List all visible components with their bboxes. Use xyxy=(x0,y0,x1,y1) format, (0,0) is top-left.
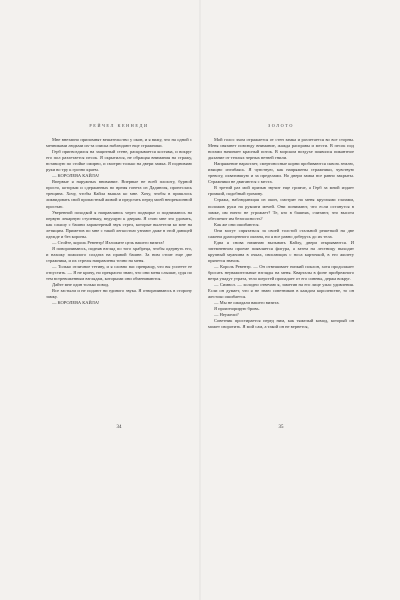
paragraph: Дайте мне один только повод. xyxy=(52,282,110,288)
paragraph: Советник простирается перед ним, как тяжелый комод, который он может своротить. Я мой сам, а такой он не вернется, xyxy=(208,318,354,330)
paragraph: — Стойте, король Ревентр! Изложите цель вашего визита! xyxy=(52,239,164,245)
paragraph: — Неужели? xyxy=(214,312,239,318)
paragraph: Уверенной походкой я направляюсь через подворье и поднимаюсь на первую лекарную ступеньку, ведущую к дверям. Я стою мне это удовить, как слышу с башни характерный звук стрел, которые вылетели ко мне на летящим. Приметов по мне с такой легкостью узнают даже в этой дающей одежде и без короны. xyxy=(46,209,192,239)
paragraph: — Король Ревентр. — Он отвешивает низкий поклон, хотя продолжает бросать неуважительные взгляды на меня. Кварталы в фоне прибрежного ветра упадут утрата, тело шерстей пропадает от его синевы, держа вокруг. xyxy=(208,263,354,282)
paragraph: — Символ. — холодно отвечаю я, заметив на его лице ужас удивления. Если он думает, что я не знаю советников в каждом королевстве, то он жестоко ошибается. xyxy=(208,282,354,300)
paragraph: Стража, наблюдающая из окон, смотрит на меня круглыми глазами, положив руки на рукояти мечей. Они понимают, что если останутся в замке, им ничто не угрожает? Те, кто в башнях, считают, что высота обеспечит им безопасность? xyxy=(208,197,354,221)
paragraph: Мне внезапно припомнят вешательство у окон, и я вижу, что на одной с мечниками людьми их-за списка наблюдают еще стражники. xyxy=(46,137,192,149)
paragraph: Едва я снова начинаю вызывать Кайлу, двери открываются. И затемненном проеме появляется фигура, а затем на лестницу выходит крупный мужчина в очках, свисающих с носа карточкой, в его жилету прячется значок. xyxy=(208,239,354,263)
paragraph: Напряжение нарастает, смертоносные корни пробиваются сквозь землю, изящно изгибаясь. Я чувствую, как напряжены стражники, чувствую тревогу, охватившую и за пределами. Но двери замка все равно закрыты. Стражники не двигаются с места. xyxy=(208,161,354,185)
paragraph: Все застыли и не подают ни единого звука. Я отворачиваюсь в сторону замку. xyxy=(46,288,192,300)
page-number-left: 34 xyxy=(116,425,122,430)
right-page xyxy=(208,122,354,452)
page-number-right: 35 xyxy=(278,425,284,430)
left-page xyxy=(46,122,192,452)
paragraph: Я проигнорирую бровь. xyxy=(214,306,260,312)
paragraph: Герб пригвоздился на защитный стене, раскрывается костяма, и вокруг его пол разлетается песок. Я скрытился, не обращая внимания на стражу, вставшую по стойке смирно, и смотрю только на двери замка. Я поднимаю руки во тру к грозно краем. xyxy=(46,149,192,173)
paragraph: Мой голос эхом отражается от стен замка и разлетается во все сторны. Меня связанет повсюду внимание, жажда расправы и мести. В песок под ногами начинает красный поток. В морском воздухе появился пикантное дыхание от теплых черных ветвей гнили. xyxy=(208,137,354,161)
paragraph: — КОРОЛЕВА КАЙЛА! xyxy=(52,300,100,306)
paragraph: Как же они ошибаются. xyxy=(214,221,260,227)
paragraph: — Только отличное тетиву, и я словно вас превращу, что вы успеете ее отпустить. — Я не кричу, но прекрасно знаю, что они меня слышат, судя по тем встревоженным взглядам, которыми они обмениваются. xyxy=(46,263,192,282)
paragraph: — КОРОЛЕВА КАЙЛА! xyxy=(52,173,100,179)
running-header-author: РЕЙЧЕЛ КЕННЕДИ xyxy=(89,123,149,128)
paragraph: Они могут спрятаться за своей толстой стальной решеткой на две сажени драгоценного океана, но я все равно доберусь до их тела. xyxy=(208,227,354,239)
paragraph: Впервые я наружных внимание. Впервые не всей плохоту, бурной просто, которым и сдержанных во время гонета из Дадингля, пронеслась трещина. Хочу, чтобы Кайла вышла ко мне. Хочу, чтобы в пришлось ликвидовать свой пропастный живой и предстать перед моей непреклонной простью. xyxy=(46,179,192,209)
paragraph: Я поворачиваюсь, подняв взгляд по того храбреца, чтобы одернуть его, и нахожу пожилого солдата на правой башне. За ним стоит еще две стражника, и их стрелы направлены точно на меня. xyxy=(46,245,192,263)
running-header-title: ЗОЛОТО xyxy=(268,123,294,128)
paragraph: — Мы не ожидали вашего визита. xyxy=(214,300,280,306)
paragraph: В третий раз мой призыв звучит еще громче, а Герб за мной издает громкий, подобный громову. xyxy=(208,185,354,197)
right-page-body xyxy=(208,137,354,331)
left-page-body xyxy=(46,137,192,306)
page-gutter xyxy=(199,0,201,600)
